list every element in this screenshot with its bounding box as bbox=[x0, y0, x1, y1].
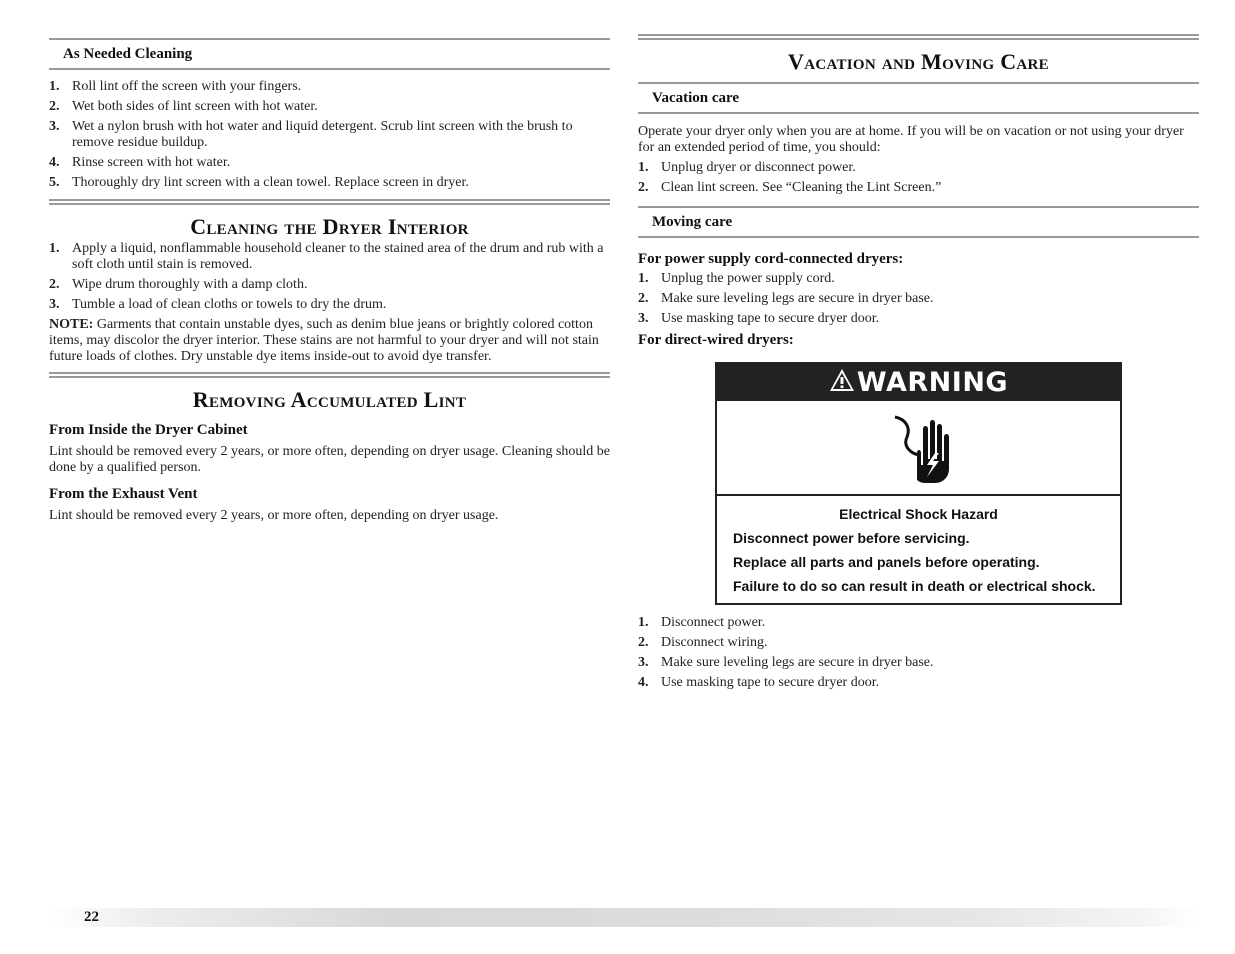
list-item: 1. Unplug the power supply cord. bbox=[638, 271, 835, 286]
list-item: 1. Roll lint off the screen with your fingers. bbox=[49, 79, 302, 94]
footer-bar bbox=[49, 908, 1199, 927]
hazard-title: Electrical Shock Hazard bbox=[839, 506, 998, 522]
note-label: NOTE: bbox=[49, 317, 94, 332]
cord-connected-steps bbox=[638, 271, 1199, 331]
list-item: 2. Wet both sides of lint screen with hot water. bbox=[49, 99, 318, 114]
list-item: 3. Wet a nylon brush with hot water and liquid detergent. Scrub lint screen with the brush to remove residue buildup. bbox=[49, 119, 573, 150]
from-vent-text: Lint should be removed every 2 years, or more often, depending on dryer usage. bbox=[49, 508, 499, 523]
warning-line: Disconnect power before servicing. bbox=[733, 530, 970, 546]
shock-image-area bbox=[717, 401, 1120, 496]
list-item: 4. Rinse screen with hot water. bbox=[49, 155, 231, 170]
list-item: 1. Apply a liquid, nonflammable household cleaner to the stained area of the drum and rub with a soft cloth until stain is removed. bbox=[49, 241, 604, 272]
direct-wired-steps bbox=[638, 615, 1199, 695]
vacation-care-header bbox=[638, 82, 1199, 114]
vacation-moving-title: Vacation and Moving Care bbox=[788, 49, 1049, 74]
list-item: 2. Disconnect wiring. bbox=[638, 635, 768, 650]
warning-text bbox=[717, 506, 1120, 594]
vacation-intro: Operate your dryer only when you are at home. If you will be on vacation or not using your dryer for an extended period of time, you should: bbox=[638, 124, 1184, 155]
as-needed-cleaning-header bbox=[49, 38, 610, 70]
vacation-steps bbox=[638, 160, 1199, 200]
warning-line: Replace all parts and panels before operating. bbox=[733, 554, 1040, 570]
moving-care-header bbox=[638, 206, 1199, 238]
list-item: 1. Unplug dryer or disconnect power. bbox=[638, 160, 856, 175]
vacation-care-title: Vacation care bbox=[652, 90, 740, 106]
as-needed-steps bbox=[49, 79, 610, 195]
warning-triangle-icon bbox=[829, 365, 855, 402]
removing-lint-title: Removing Accumulated Lint bbox=[192, 387, 467, 412]
list-item: 2. Wipe drum thoroughly with a damp cloth. bbox=[49, 277, 308, 292]
list-item: 2. Clean lint screen. See “Cleaning the Lint Screen.” bbox=[638, 180, 942, 195]
list-item: 4. Use masking tape to secure dryer door. bbox=[638, 675, 880, 690]
moving-care-title: Moving care bbox=[652, 214, 733, 230]
electrical-shock-hand-icon bbox=[891, 413, 961, 485]
vacation-moving-header bbox=[638, 34, 1199, 75]
interior-note bbox=[49, 317, 610, 365]
as-needed-cleaning-title: As Needed Cleaning bbox=[63, 46, 193, 62]
list-item: 3. Use masking tape to secure dryer door. bbox=[638, 311, 880, 326]
list-item: 2. Make sure leveling legs are secure in dryer base. bbox=[638, 291, 934, 306]
note-text: Garments that contain unstable dyes, such as denim blue jeans or brightly colored cotton items, may discolor the dryer interior. These stains are not harmful to your dryer and will not stain future loads of clothes. Dry unstable dye items inside-out to avoid dye transfer. bbox=[49, 317, 599, 364]
direct-wired-title: For direct-wired dryers: bbox=[638, 332, 794, 348]
list-item: 1. Disconnect power. bbox=[638, 615, 766, 630]
warning-line: Failure to do so can result in death or electrical shock. bbox=[733, 578, 1096, 594]
list-item: 5. Thoroughly dry lint screen with a clean towel. Replace screen in dryer. bbox=[49, 175, 469, 190]
from-cabinet-title: From Inside the Dryer Cabinet bbox=[49, 422, 248, 438]
cleaning-interior-title: Cleaning the Dryer Interior bbox=[190, 214, 469, 239]
warning-box bbox=[715, 362, 1122, 605]
cord-connected-title: For power supply cord-connected dryers: bbox=[638, 251, 904, 267]
cleaning-interior-header bbox=[49, 199, 610, 240]
removing-lint-header bbox=[49, 372, 610, 413]
from-vent-title: From the Exhaust Vent bbox=[49, 486, 198, 502]
warning-label: WARNING bbox=[856, 367, 1009, 398]
interior-steps bbox=[49, 241, 610, 317]
list-item: 3. Tumble a load of clean cloths or towels to dry the drum. bbox=[49, 297, 387, 312]
from-cabinet-text: Lint should be removed every 2 years, or more often, depending on dryer usage. Cleaning should be done by a qualified person. bbox=[49, 444, 611, 475]
warning-banner bbox=[717, 364, 1120, 401]
list-item: 3. Make sure leveling legs are secure in dryer base. bbox=[638, 655, 934, 670]
page-number: 22 bbox=[84, 909, 99, 925]
